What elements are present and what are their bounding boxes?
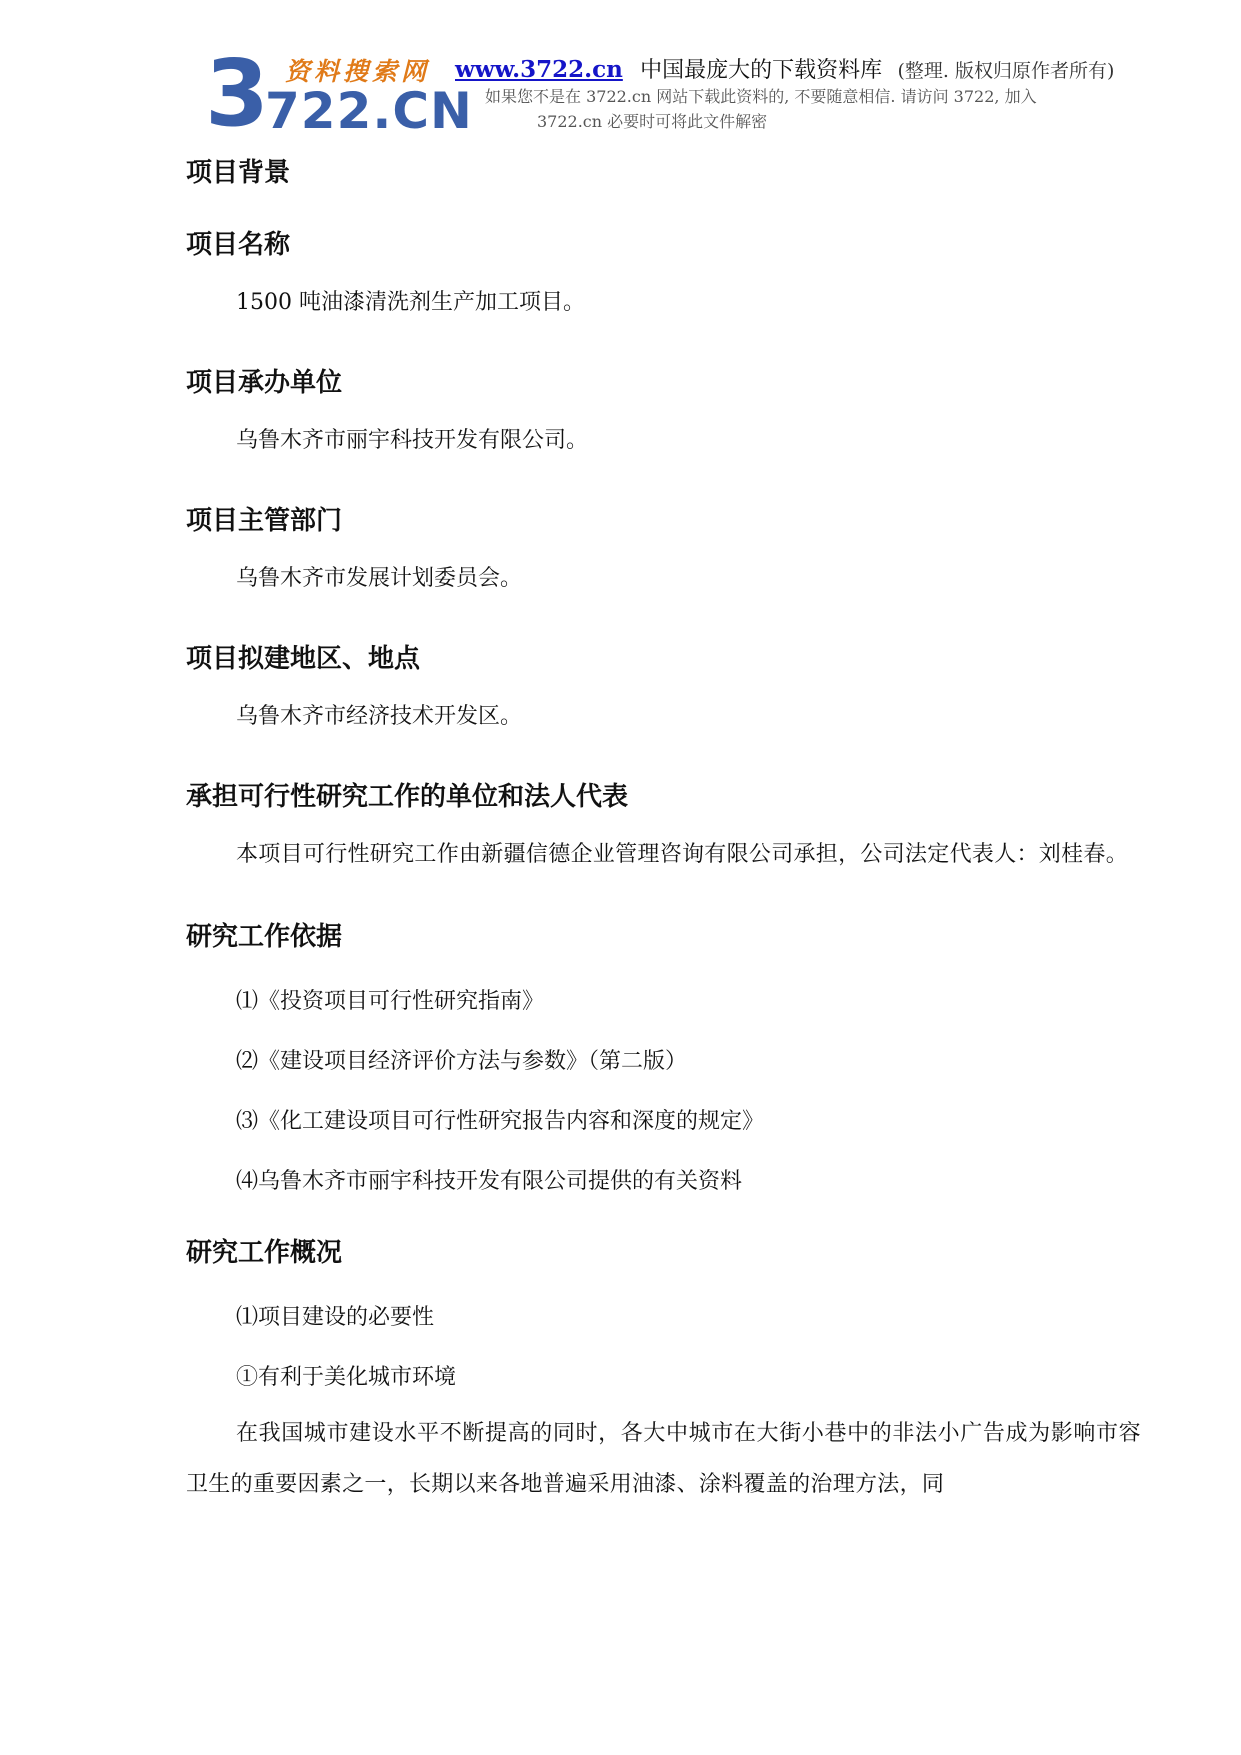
- basis-item-3: ⑶《化工建设项目可行性研究报告内容和深度的规定》: [236, 1109, 765, 1134]
- undertaker-text: 乌鲁木齐市丽宇科技开发有限公司。: [236, 428, 589, 453]
- heading-basis: 研究工作依据: [186, 922, 343, 952]
- overview-sub-1: ⑴项目建设的必要性: [236, 1305, 435, 1330]
- header-line-1: [455, 53, 1114, 84]
- authority-text: 乌鲁木齐市发展计划委员会。: [236, 566, 523, 591]
- logo-domain: 722.CN: [265, 82, 473, 140]
- logo-chinese-text: 资料搜索网: [285, 57, 431, 86]
- location-text: 乌鲁木齐市经济技术开发区。: [236, 704, 523, 729]
- heading-location: 项目拟建地区、地点: [186, 644, 421, 674]
- heading-feasibility-unit: 承担可行性研究工作的单位和法人代表: [186, 782, 629, 812]
- heading-undertaker: 项目承办单位: [186, 368, 343, 398]
- site-tagline: 中国最庞大的下载资料库: [640, 58, 883, 83]
- heading-project-name: 项目名称: [186, 230, 291, 260]
- heading-authority: 项目主管部门: [186, 506, 343, 536]
- basis-item-1: ⑴《投资项目可行性研究指南》: [236, 989, 545, 1014]
- page-header: [0, 0, 1241, 147]
- heading-overview: 研究工作概况: [186, 1238, 343, 1268]
- basis-list: [186, 972, 1141, 1212]
- heading-project-background: 项目背景: [186, 158, 291, 188]
- site-link[interactable]: www.3722.cn: [455, 56, 623, 83]
- notice-line-2: 3722.cn 必要时可将此文件解密: [537, 112, 768, 131]
- rights-note: (整理. 版权归原作者所有): [897, 60, 1115, 82]
- document-body: [186, 148, 1141, 1510]
- feasibility-unit-text: 本项目可行性研究工作由新疆信德企业管理咨询有限公司承担，公司法定代表人：刘桂春。: [236, 842, 1129, 867]
- project-name-text: 1500 吨油漆清洗剂生产加工项目。: [236, 290, 585, 315]
- overview-sublist: [186, 1288, 1141, 1408]
- notice-line-1: 如果您不是在 3722.cn 网站下载此资料的, 不要随意相信. 请访问 3722, 加入: [485, 87, 1037, 106]
- basis-item-4: ⑷乌鲁木齐市丽宇科技开发有限公司提供的有关资料: [236, 1169, 743, 1194]
- basis-item-2: ⑵《建设项目经济评价方法与参数》（第二版）: [236, 1049, 688, 1074]
- overview-body-text: 在我国城市建设水平不断提高的同时，各大中城市在大街小巷中的非法小广告成为影响市容卫生的重要因素之一，长期以来各地普遍采用油漆、涂料覆盖的治理方法，同: [186, 1421, 1141, 1497]
- logo-digit-3: 3: [205, 40, 268, 147]
- overview-sub-2: ①有利于美化城市环境: [236, 1365, 457, 1390]
